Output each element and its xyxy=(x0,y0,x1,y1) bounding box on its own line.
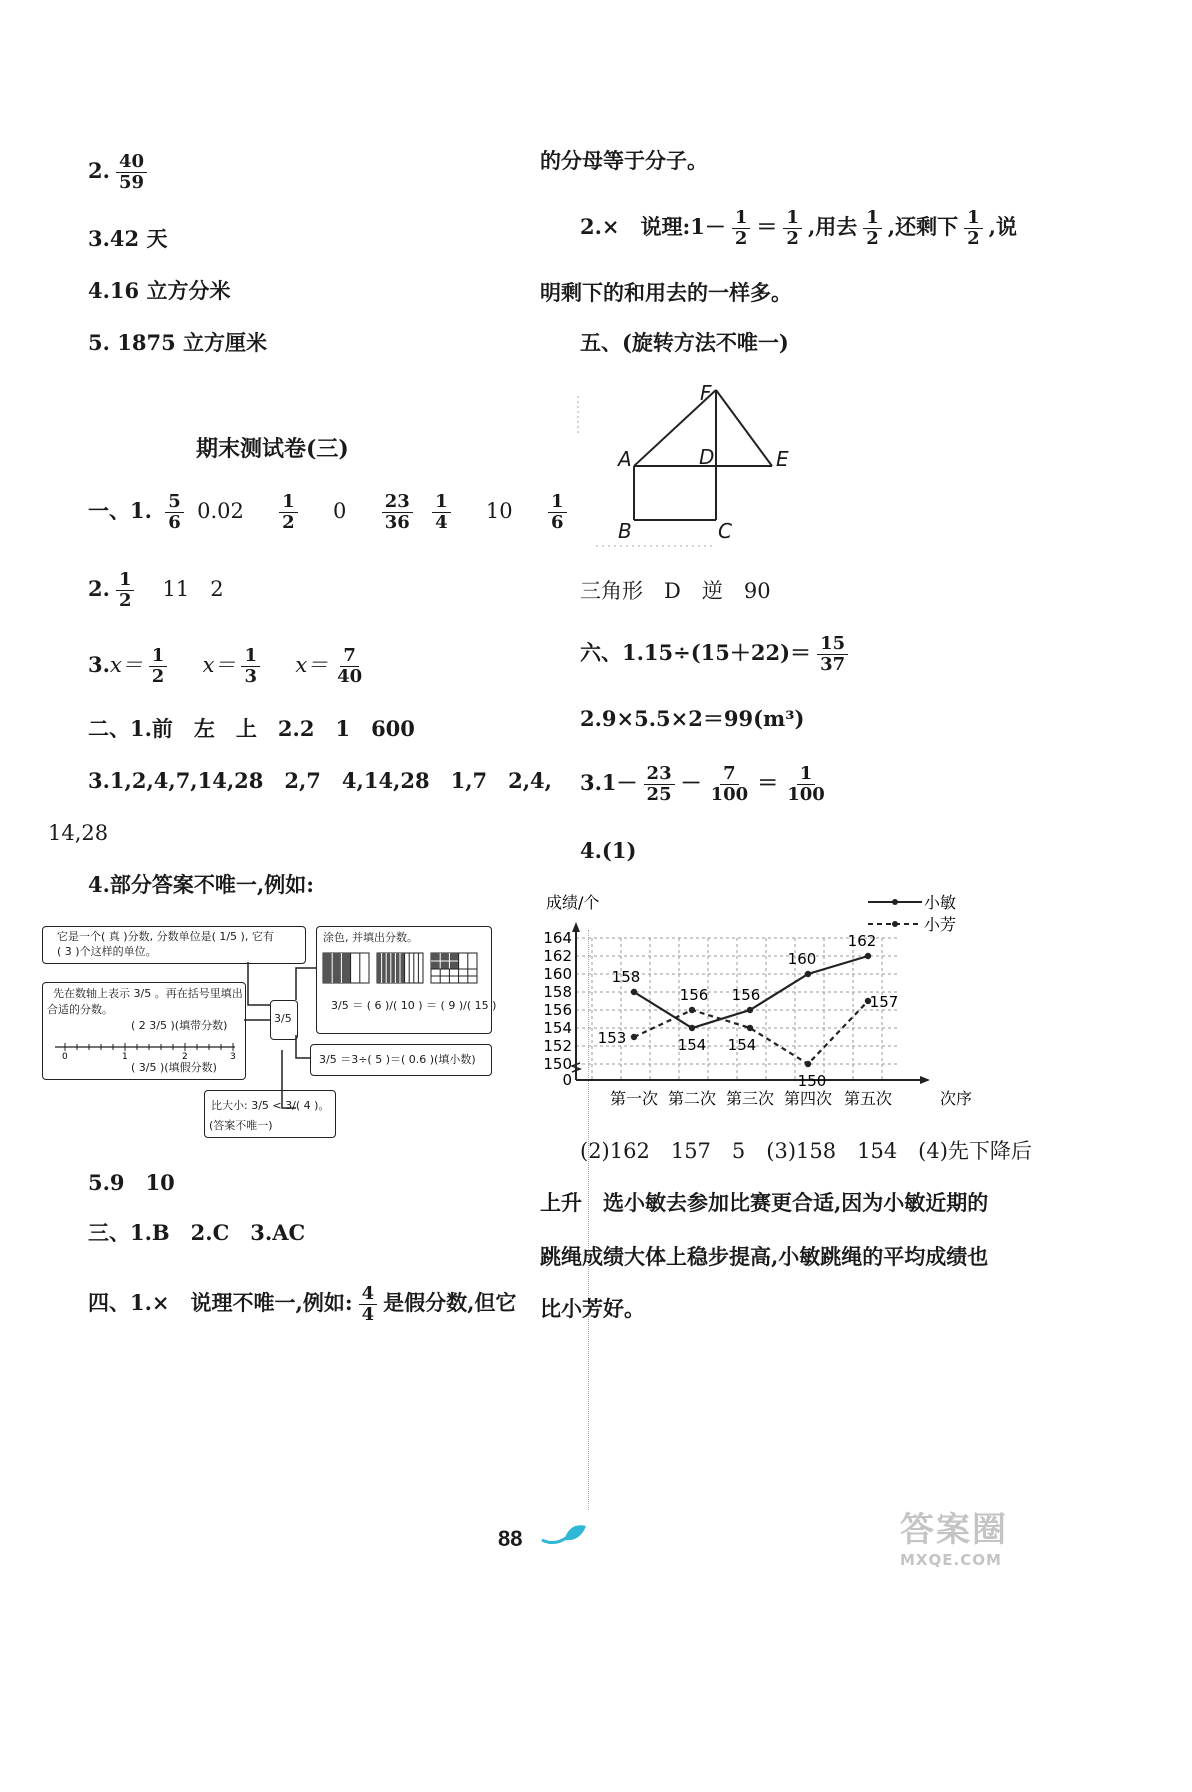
legend-label-dashed: 小芳 xyxy=(924,915,957,934)
ytick-label-154: 154 xyxy=(543,1019,572,1037)
axis-label-3: 3 xyxy=(230,1052,236,1059)
label-A: A xyxy=(618,447,632,471)
xtick-label-1: 第一次 xyxy=(609,1089,659,1108)
data-label-1-5: 157 xyxy=(869,993,899,1011)
diagram-box-1: 它是一个( 真 )分数, 分数单位是( 1/5 ), 它有 ( 3 )个这样的单位。 xyxy=(42,926,306,964)
s6-q4-answer: (2)162 157 5 (3)158 154 (4)先下降后 xyxy=(580,1139,1032,1163)
chart-xlabel: 次序 xyxy=(940,1089,973,1108)
data-label-1-3: 154 xyxy=(727,1036,757,1054)
ytick-label-150: 150 xyxy=(543,1055,572,1073)
data-point-1-3 xyxy=(747,1025,753,1031)
data-label-0-4: 160 xyxy=(787,950,817,968)
s2-q3: 3.1,2,4,7,14,28 2,7 4,14,28 1,7 2,4, xyxy=(88,768,552,793)
watermark-url: MXQE.COM xyxy=(900,1551,1002,1569)
s6-q3: 3.1－ $\frac{23}{25}$ － $\frac{7}{100}$ ＝ $\frac{1}{100}$ xyxy=(580,763,825,805)
label-D: D xyxy=(699,445,715,469)
s1-q1: 一、1. $\frac{5}{6}$ 0.02 $\frac{1}{2}$ 0 $\frac{23}{36}$ $\frac{1}{4}$ 10 $\frac{1}{6}$ xyxy=(88,492,573,533)
label-E: E xyxy=(776,447,789,471)
axis-label-0: 0 xyxy=(62,1052,68,1059)
s2-q1: 二、1.前 左 上 2.2 1 600 xyxy=(88,716,415,741)
s1-q2: 2. $\frac{1}{2}$ 11 2 xyxy=(88,569,224,611)
s6-q1: 六、1.15÷(15＋22)＝ $\frac{15}{37}$ xyxy=(580,634,854,675)
s5-answer: 三角形 D 逆 90 xyxy=(580,579,771,603)
axis-label-1: 1 xyxy=(122,1052,128,1059)
diagram-box-4: 3/5 ＝3÷( 5 )＝( 0.6 )(填小数) xyxy=(310,1044,492,1076)
legend-label-solid: 小敏 xyxy=(924,893,957,912)
answer-4: 4.16 立方分米 xyxy=(88,278,231,303)
xtick-label-4: 第四次 xyxy=(783,1089,833,1108)
diagram-box-5: 比大小: 3/5 < 3/( 4 )。 (答案不唯一) xyxy=(204,1090,336,1138)
data-point-0-1 xyxy=(631,989,637,995)
s4-q1-cont: 的分母等于分子。 xyxy=(540,148,708,173)
ytick-label-160: 160 xyxy=(543,965,572,983)
chart-legend xyxy=(868,893,956,934)
diagram-center: 3/5 xyxy=(270,1000,298,1040)
section-title: 期末测试卷(三) xyxy=(196,436,349,462)
label-F: F xyxy=(700,381,712,405)
data-label-1-4: 150 xyxy=(797,1072,827,1090)
xtick-label-5: 第五次 xyxy=(843,1089,893,1108)
data-point-1-1 xyxy=(631,1034,637,1040)
data-point-0-3 xyxy=(747,1007,753,1013)
s6-q2: 2.9×5.5×2＝99(m³) xyxy=(580,706,805,731)
label-C: C xyxy=(718,519,732,543)
watermark xyxy=(900,1502,1050,1569)
data-label-0-5: 162 xyxy=(847,932,877,950)
ytick-label-0: 0 xyxy=(562,1071,572,1089)
xtick-label-3: 第三次 xyxy=(725,1089,775,1108)
label-B: B xyxy=(618,519,632,543)
answer-3: 3.42 天 xyxy=(88,226,168,251)
s5-title: 五、(旋转方法不唯一) xyxy=(580,330,789,355)
chart-ylabel: 成绩/个 xyxy=(546,893,600,912)
s1-q3: 3.x＝ $\frac{1}{2}$ x＝ $\frac{1}{3}$ x＝ $\frac{7}{40}$ xyxy=(88,645,363,687)
s2-q3-cont: 14,28 xyxy=(48,821,109,845)
ytick-label-156: 156 xyxy=(543,1001,572,1019)
data-label-0-2: 154 xyxy=(677,1036,707,1054)
answer-2: 2. $\frac{40}{59}$ xyxy=(88,152,153,193)
rotation-figure xyxy=(576,376,816,556)
data-label-1-1: 153 xyxy=(597,1029,627,1047)
data-point-1-2 xyxy=(689,1007,695,1013)
legend-marker-dashed xyxy=(892,921,898,927)
s2-q4: 4.部分答案不唯一,例如: xyxy=(88,872,314,897)
y-axis-arrow xyxy=(572,922,580,932)
line-chart xyxy=(538,884,998,1124)
data-label-0-1: 158 xyxy=(611,968,641,986)
edge-FE xyxy=(716,390,772,466)
s6-q4-line2: 上升 选小敏去参加比赛更合适,因为小敏近期的 xyxy=(540,1190,989,1215)
data-point-0-5 xyxy=(865,953,871,959)
x-axis-arrow xyxy=(920,1076,930,1084)
answer-5: 5. 1875 立方厘米 xyxy=(88,330,267,355)
diagram-box-3: 涂色, 并填出分数。 3/5 ＝ ( 6 )/( 10 ) ＝ ( 9 )/( 15 ) xyxy=(316,926,492,1034)
data-point-0-2 xyxy=(689,1025,695,1031)
data-point-1-4 xyxy=(805,1061,811,1067)
ytick-label-152: 152 xyxy=(543,1037,572,1055)
data-label-1-2: 156 xyxy=(679,986,709,1004)
legend-marker-solid xyxy=(892,899,898,905)
number-line xyxy=(51,1039,241,1059)
ytick-label-162: 162 xyxy=(543,947,572,965)
shaded-grids xyxy=(321,951,489,987)
s2-q5: 5.9 10 xyxy=(88,1170,175,1195)
xtick-label-2: 第二次 xyxy=(667,1089,717,1108)
s4-q1: 四、1.× 说理不唯一,例如: $\frac{4}{4}$ 是假分数,但它 xyxy=(88,1283,517,1325)
ytick-label-158: 158 xyxy=(543,983,572,1001)
watermark-text: 答案圈 xyxy=(900,1510,1008,1550)
s6-q4-line4: 比小芳好。 xyxy=(540,1296,645,1321)
leaf-icon xyxy=(540,1520,590,1550)
s6-q4-line3: 跳绳成绩大体上稳步提高,小敏跳绳的平均成绩也 xyxy=(540,1244,989,1269)
diagram-box-2: 先在数轴上表示 3/5 。再在括号里填出 合适的分数。 ( 2 3/5 )(填带分数) 0 1 2 3 ( 3/5 )(填假分数) xyxy=(42,982,246,1080)
ytick-label-164: 164 xyxy=(543,929,572,947)
page-number: 88 xyxy=(498,1526,523,1551)
data-label-0-3: 156 xyxy=(731,986,761,1004)
data-point-0-4 xyxy=(805,971,811,977)
s4-q2-cont: 明剩下的和用去的一样多。 xyxy=(540,280,792,305)
axis-label-2: 2 xyxy=(182,1052,188,1059)
s6-q4: 4.(1) xyxy=(580,838,637,863)
s3-answers: 三、1.B 2.C 3.AC xyxy=(88,1220,306,1245)
s4-q2: 2.× 说理:1－ $\frac{1}{2}$ ＝ $\frac{1}{2}$ ,用去 $\frac{1}{2}$ ,还剩下 $\frac{1}{2}$ ,说 xyxy=(580,207,1017,249)
